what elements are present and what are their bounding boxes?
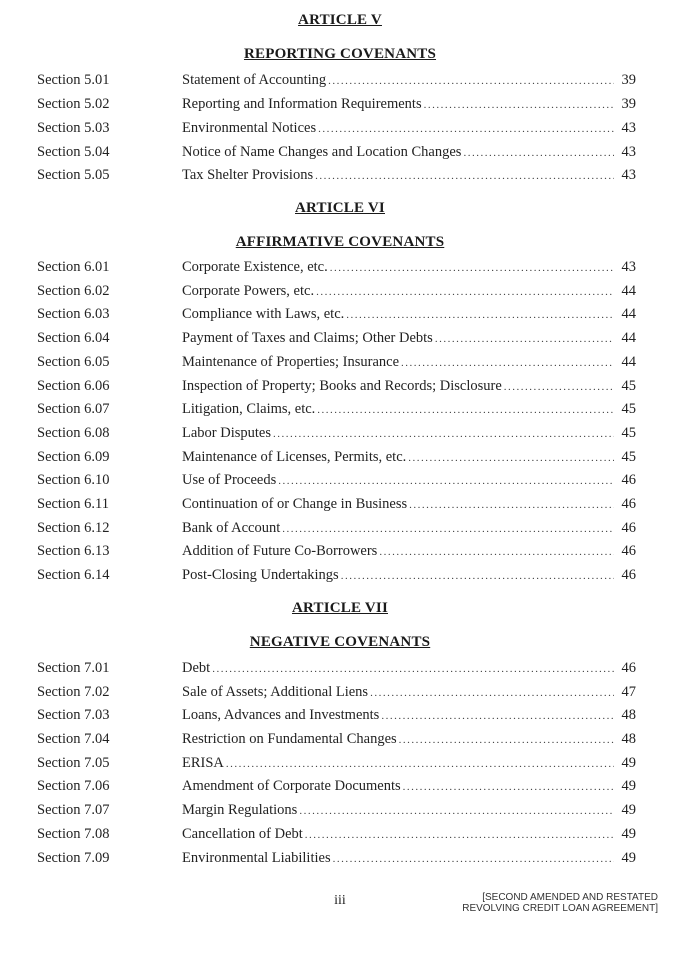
dot-leader [316,282,614,302]
section-title: Compliance with Laws, etc. [182,306,345,322]
toc-entry-5-03[interactable] [0,118,680,138]
dot-leader [424,95,614,115]
section-number: Section 6.09 [37,449,110,465]
section-number: Section 6.13 [37,543,110,559]
article-5-label: ARTICLE V [298,12,382,28]
page-number: 46 [621,472,636,488]
page-number: 49 [621,826,636,842]
section-number: Section 7.09 [37,850,110,866]
section-title: Litigation, Claims, etc. [182,401,316,417]
dot-leader [317,400,614,420]
section-number: Section 7.02 [37,684,110,700]
dot-leader [504,377,614,397]
section-title: ERISA [182,755,224,771]
dot-leader [330,258,614,278]
dot-leader [408,448,614,468]
page-number: 44 [621,283,636,299]
section-title: Corporate Powers, etc. [182,283,315,299]
section-title: Addition of Future Co-Borrowers [182,543,378,559]
toc-entry-7-01[interactable] [0,658,680,678]
section-number: Section 6.08 [37,425,110,441]
page-number: 46 [621,660,636,676]
dot-leader [403,777,614,797]
section-number: Section 6.12 [37,520,110,536]
section-number: Section 7.07 [37,802,110,818]
dot-leader [273,424,614,444]
page-number: 44 [621,330,636,346]
dot-leader [305,825,614,845]
page-number: 45 [621,425,636,441]
section-title: Maintenance of Properties; Insurance [182,354,400,370]
section-title: Statement of Accounting [182,72,327,88]
page-number: 48 [621,731,636,747]
dot-leader [328,71,614,91]
section-title: Tax Shelter Provisions [182,167,314,183]
footer-note-line-2: REVOLVING CREDIT LOAN AGREEMENT] [462,903,658,914]
toc-entry-6-02[interactable] [0,281,680,301]
footer-page-number: iii [334,893,346,908]
page-number: 49 [621,850,636,866]
page-number: 45 [621,378,636,394]
section-title: Continuation of or Change in Business [182,496,408,512]
page-number: 44 [621,306,636,322]
dot-leader [299,801,614,821]
page-number: 49 [621,802,636,818]
section-title: Use of Proceeds [182,472,277,488]
section-title: Cancellation of Debt [182,826,303,842]
section-number: Section 6.02 [37,283,110,299]
page-number: 48 [621,707,636,723]
dot-leader [463,143,614,163]
toc-entry-5-04[interactable] [0,142,680,162]
toc-entry-7-08[interactable] [0,824,680,844]
section-title: Reporting and Information Requirements [182,96,422,112]
page-number: 47 [621,684,636,700]
page-number: 46 [621,543,636,559]
section-title: Maintenance of Licenses, Permits, etc. [182,449,407,465]
section-number: Section 7.05 [37,755,110,771]
section-number: Section 6.01 [37,259,110,275]
dot-leader [226,754,614,774]
toc-entry-7-02[interactable] [0,682,680,702]
toc-entry-6-05[interactable] [0,352,680,372]
dot-leader [370,683,614,703]
section-number: Section 7.01 [37,660,110,676]
section-number: Section 6.10 [37,472,110,488]
dot-leader [346,305,614,325]
page-number: 39 [621,96,636,112]
section-number: Section 5.01 [37,72,110,88]
dot-leader [333,849,614,869]
section-number: Section 6.03 [37,306,110,322]
toc-entry-6-08[interactable] [0,423,680,443]
article-7-title: NEGATIVE COVENANTS [249,634,431,650]
page-number: 44 [621,354,636,370]
section-number: Section 7.06 [37,778,110,794]
section-number: Section 6.11 [37,496,109,512]
toc-entry-6-01[interactable] [0,257,680,277]
footer-note-line-1: [SECOND AMENDED AND RESTATED [482,892,658,903]
section-number: Section 5.02 [37,96,110,112]
toc-entry-7-03[interactable] [0,705,680,725]
page-number: 45 [621,401,636,417]
page-number: 49 [621,778,636,794]
section-number: Section 5.04 [37,144,110,160]
toc-entry-5-02[interactable] [0,94,680,114]
page-number: 43 [621,259,636,275]
article-5-title: REPORTING COVENANTS [243,46,437,62]
toc-entry-5-05[interactable] [0,165,680,185]
page-number: 43 [621,167,636,183]
section-title: Margin Regulations [182,802,298,818]
article-7-label: ARTICLE VII [291,600,388,616]
section-title: Bank of Account [182,520,281,536]
section-title: Post-Closing Undertakings [182,567,339,583]
toc-entry-7-06[interactable] [0,776,680,796]
toc-entry-7-05[interactable] [0,753,680,773]
dot-leader [282,519,614,539]
section-number: Section 6.07 [37,401,110,417]
dot-leader [381,706,614,726]
section-title: Payment of Taxes and Claims; Other Debts [182,330,433,346]
dot-leader [401,353,614,373]
toc-entry-6-13[interactable] [0,541,680,561]
page-number: 46 [621,496,636,512]
page-number: 43 [621,120,636,136]
page-number: 46 [621,520,636,536]
section-number: Section 7.04 [37,731,110,747]
toc-entry-6-07[interactable] [0,399,680,419]
page-number: 49 [621,755,636,771]
section-title: Corporate Existence, etc. [182,259,328,275]
article-6-title: AFFIRMATIVE COVENANTS [235,234,445,250]
dot-leader [318,119,614,139]
section-title: Debt [182,660,211,676]
toc-entry-5-01[interactable] [0,70,680,90]
section-number: Section 5.03 [37,120,110,136]
toc-entry-6-06[interactable] [0,376,680,396]
section-number: Section 6.06 [37,378,110,394]
section-number: Section 5.05 [37,167,110,183]
dot-leader [399,730,614,750]
toc-entry-6-14[interactable] [0,565,680,585]
article-6-label: ARTICLE VI [295,200,385,216]
section-number: Section 6.14 [37,567,110,583]
section-number: Section 7.08 [37,826,110,842]
page-number: 46 [621,567,636,583]
section-title: Loans, Advances and Investments [182,707,380,723]
section-title: Environmental Notices [182,120,317,136]
dot-leader [435,329,614,349]
section-title: Notice of Name Changes and Location Changes [182,144,462,160]
section-number: Section 6.05 [37,354,110,370]
dot-leader [278,471,614,491]
section-title: Inspection of Property; Books and Records; Disclosure [182,378,502,394]
footer-document-note [462,892,658,914]
section-number: Section 7.03 [37,707,110,723]
dot-leader [315,166,614,186]
toc-entry-6-09[interactable] [0,447,680,467]
toc-entry-7-04[interactable] [0,729,680,749]
dot-leader [409,495,614,515]
dot-leader [379,542,614,562]
toc-entry-6-12[interactable] [0,518,680,538]
toc-entry-6-11[interactable] [0,494,680,514]
section-title: Restriction on Fundamental Changes [182,731,397,747]
toc-entry-6-10[interactable] [0,470,680,490]
toc-entry-6-03[interactable] [0,304,680,324]
toc-entry-7-07[interactable] [0,800,680,820]
dot-leader [212,659,614,679]
section-title: Sale of Assets; Additional Liens [182,684,369,700]
section-title: Amendment of Corporate Documents [182,778,401,794]
section-title: Labor Disputes [182,425,271,441]
toc-entry-7-09[interactable] [0,848,680,868]
toc-entry-6-04[interactable] [0,328,680,348]
section-title: Environmental Liabilities [182,850,331,866]
page-number: 43 [621,144,636,160]
section-number: Section 6.04 [37,330,110,346]
dot-leader [341,566,614,586]
page-number: 45 [621,449,636,465]
page-number: 39 [621,72,636,88]
